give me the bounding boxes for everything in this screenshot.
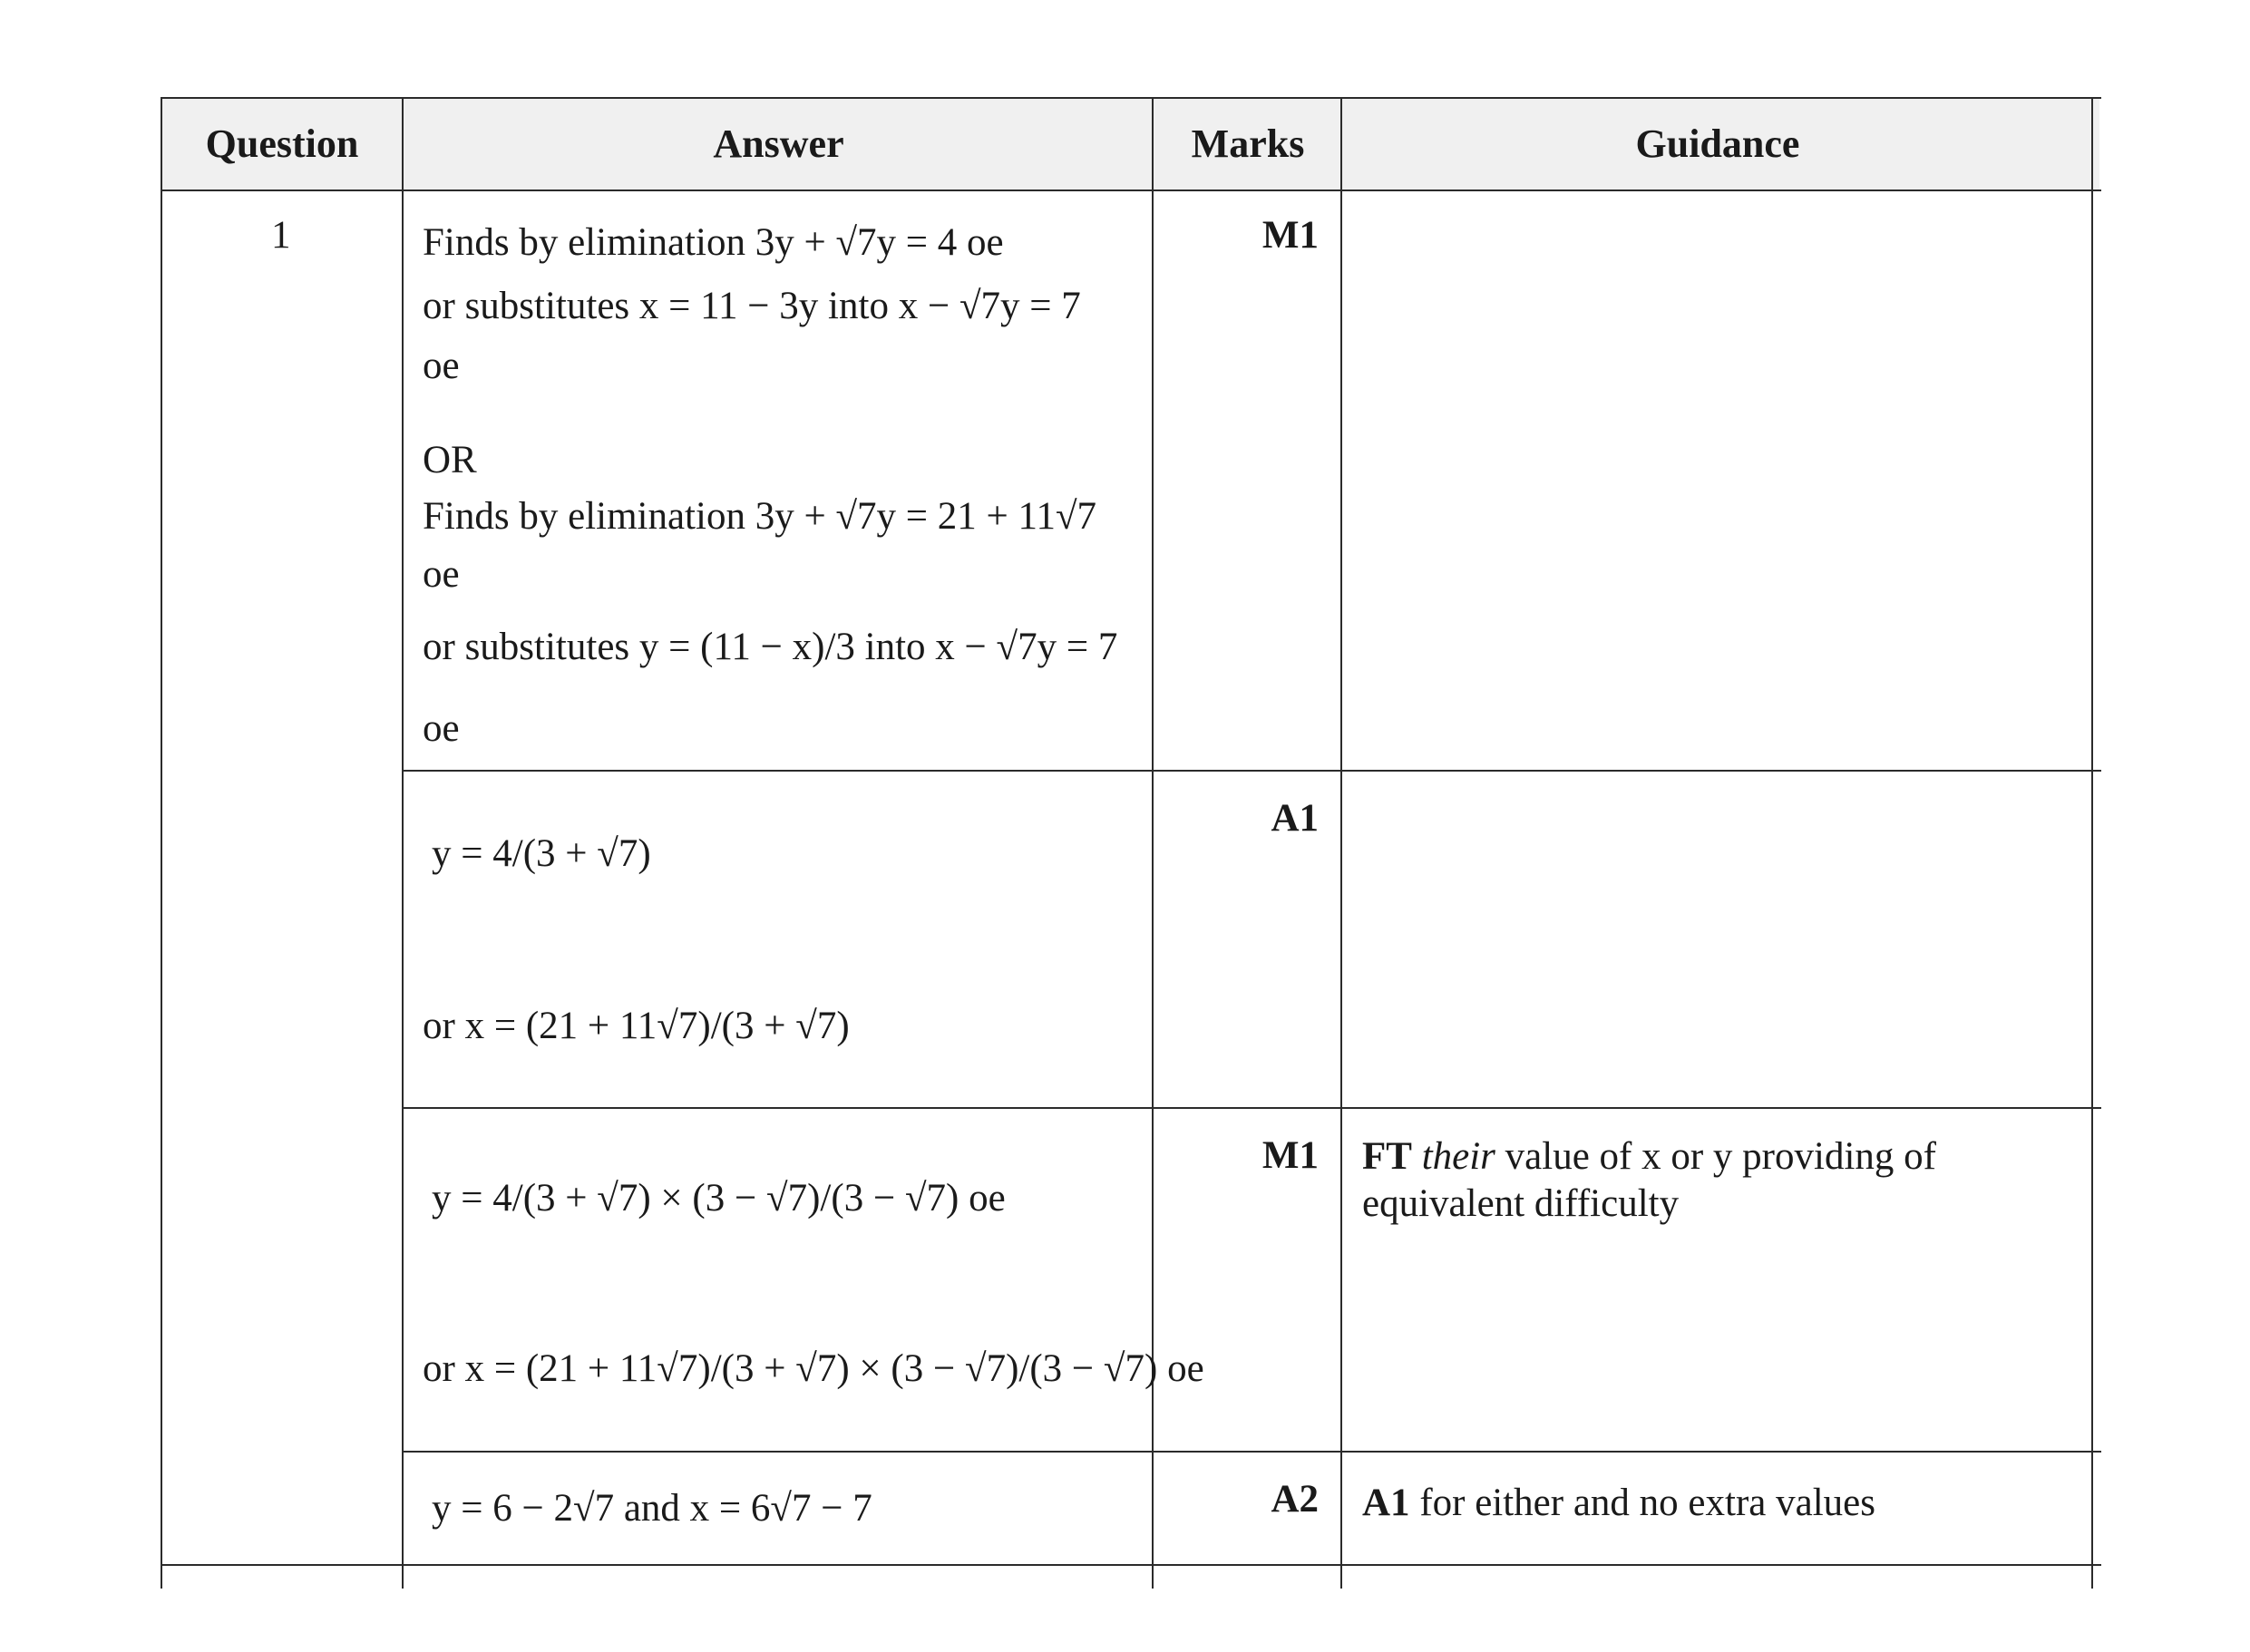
table-left-border <box>161 97 162 1589</box>
answer-line: or substitutes x = 11 − 3y into x − √7y = 7 <box>423 285 1081 327</box>
guidance-label: FT <box>1362 1135 1412 1178</box>
answer-line: OR <box>423 439 477 481</box>
row-divider-1 <box>404 770 2101 772</box>
column-divider-marks <box>1340 97 1342 1589</box>
answer-line: oe <box>423 707 460 750</box>
mark-row-3: M1 <box>1261 1134 1319 1177</box>
header-guidance: Guidance <box>1635 121 1800 166</box>
answer-line: or x = (21 + 11√7)/(3 + √7) × (3 − √7)/(3 − √7) oe <box>423 1347 1204 1390</box>
mark-row-4: A2 <box>1271 1478 1319 1521</box>
guidance-text: for either and no extra values <box>1419 1482 1875 1524</box>
column-divider-question <box>402 97 404 1589</box>
header-question: Question <box>205 121 359 166</box>
guidance-row-4 <box>1362 1480 2079 1527</box>
answer-line: Finds by elimination 3y + √7y = 21 + 11√7 <box>423 495 1097 538</box>
mark-row-1: M1 <box>1261 214 1319 257</box>
answer-line: or substitutes y = (11 − x)/3 into x − √7y = 7 <box>423 626 1118 668</box>
row-divider-2 <box>404 1107 2101 1109</box>
answer-line: oe <box>423 553 460 596</box>
guidance-label: A1 <box>1362 1482 1410 1524</box>
header-marks: Marks <box>1191 121 1305 166</box>
guidance-emphasis: their <box>1421 1135 1495 1178</box>
answer-line: y = 4/(3 + √7) <box>432 832 651 875</box>
question-number: 1 <box>271 214 291 257</box>
row-divider-4 <box>161 1564 2101 1566</box>
header-answer: Answer <box>713 121 844 166</box>
guidance-text: value of x or y providing of equivalent difficulty <box>1362 1135 1936 1225</box>
answer-line: or x = (21 + 11√7)/(3 + √7) <box>423 1005 850 1047</box>
answer-line: y = 6 − 2√7 and x = 6√7 − 7 <box>432 1487 872 1530</box>
answer-line: y = 4/(3 + √7) × (3 − √7)/(3 − √7) oe <box>432 1177 1006 1220</box>
answer-line: oe <box>423 345 460 387</box>
answer-line: Finds by elimination 3y + √7y = 4 oe <box>423 221 1004 264</box>
guidance-row-3 <box>1362 1133 2079 1228</box>
mark-row-2: A1 <box>1271 797 1319 840</box>
table-right-border <box>2091 97 2093 1589</box>
row-divider-3 <box>404 1451 2101 1453</box>
